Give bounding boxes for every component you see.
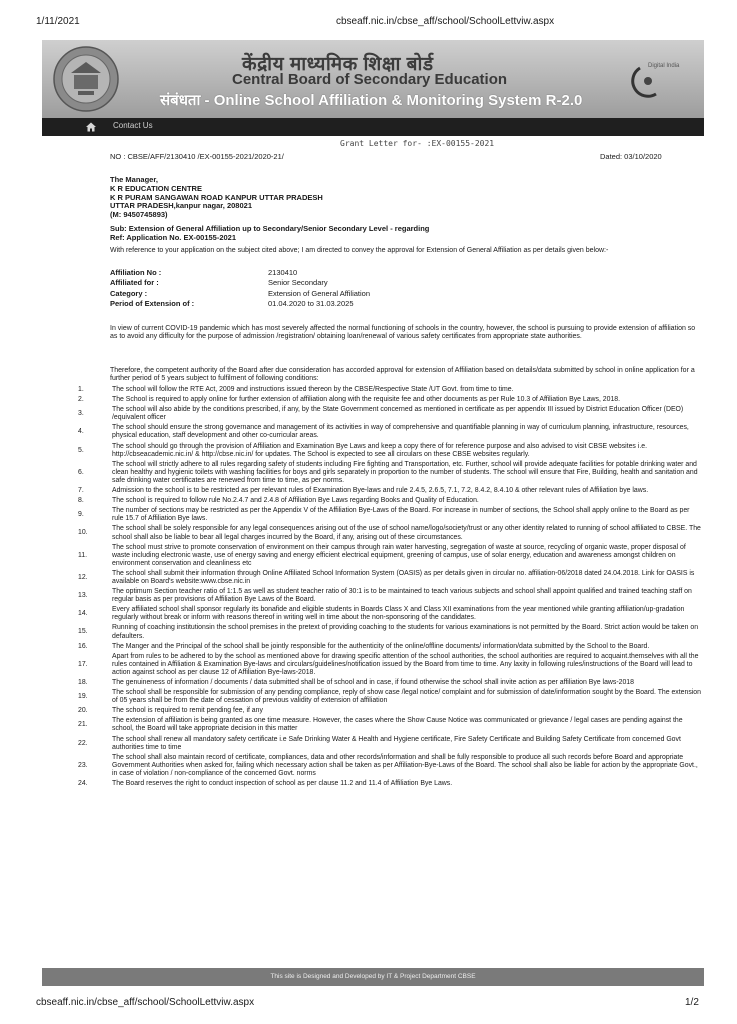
intro-paragraph: With reference to your application on the subject cited above; I am directed to convey the approval for Extension of General Affiliation as per details given below:-	[110, 247, 609, 254]
condition-number: 1.	[78, 386, 84, 393]
approval-paragraph: Therefore, the competent authority of the Board after due consideration has accorded approval for extension of Affiliation based on details/data submitted by school in online application for a further period of 5 years subject to fulfilment of following conditions:	[110, 367, 695, 383]
reference-line: Ref: Application No. EX-00155-2021	[110, 232, 237, 242]
hindi-title: केंद्रीय माध्यमिक शिक्षा बोर्ड	[242, 54, 434, 75]
condition-text: Apart from rules to be adhered to by the school as mentioned above for drawing specific attention of the school authorities, the school authorities are required to acquaint.themselves with all the rules contained in Affiliation & Examination Bye-laws and circulars/guidelines/notification issued by the Board from time to time. Any laxity in following rules/instructions of the Board will lead to action against school as per clause 12 of Affiliation Bye-laws-2018.	[112, 652, 699, 676]
condition-text: The school shall renew all mandatory safety certificate i.e Safe Drinking Water & Health and Hygiene certificate, Fire Safety Certificate and Building Safety Certificate from concerned Govt authorities time to time	[112, 735, 681, 751]
condition-item	[78, 543, 702, 569]
top-navbar	[42, 118, 704, 136]
page-number: 1/2	[685, 997, 699, 1008]
condition-item	[78, 496, 702, 506]
condition-item	[78, 405, 702, 423]
condition-number: 17.	[78, 660, 88, 668]
condition-number: 9.	[78, 511, 84, 519]
condition-number: 14.	[78, 610, 88, 618]
condition-number: 12.	[78, 573, 88, 581]
condition-item	[78, 569, 702, 587]
condition-item	[78, 460, 702, 486]
contact-us-link[interactable]: Contact Us	[113, 121, 153, 130]
condition-text: The Manger and the Principal of the school shall be jointly responsible for the authenticity of the online/offline documents/ information/data submitted by the School to the Board.	[112, 642, 650, 650]
details-row	[110, 300, 370, 310]
condition-item	[78, 423, 702, 441]
condition-text: Running of coaching institutionsin the school premises in the pretext of providing coaching to the students for various examinations is not permitted by the Board. Strict action would be taken on defaulters.	[112, 624, 699, 640]
condition-item	[78, 706, 702, 716]
subject-line: Sub: Extension of General Affiliation up to Secondary/Senior Secondary Level - regarding	[110, 224, 430, 233]
condition-text: The school shall also maintain record of certificate, compliances, data and other records/information and shall be fully responsible to produce all such records before Board and appropriate Government Authorities when asked for, failing which necessary action shall be taken as per Affiliation-Bye-Laws of the Board. The school shall also be liable for action by the appropriate Govt., in case of violation / non-compliance of the concerned Govt. norms	[112, 753, 698, 777]
condition-number: 23.	[78, 761, 88, 769]
condition-text: Admission to the school is to be restricted as per relevant rules of Examination Bye-laws and rule 2.4.5, 2.6.5, 7.1, 7.2, 8.4.2, 8.4.10 & other relevant rules of Affiliation bye laws.	[112, 487, 649, 495]
cbse-emblem-icon	[52, 45, 120, 113]
condition-text: The school will also abide by the conditions prescribed, if any, by the State Government concerned as mentioned in certificate as per appendix III issued by District Education Officer (DEO) /equivalent officer	[112, 406, 684, 422]
conditions-list	[78, 385, 702, 789]
details-value: Extension of General Affiliation	[268, 288, 371, 298]
condition-number: 22.	[78, 739, 88, 747]
condition-text: The school shall be responsible for submission of any pending compliance, reply of show case /legal notice/ complaint and for submission of date/information sought by the Board. The extension of 05 years shall be from the date of cessation of previous validity of extension of affiliation	[112, 689, 701, 705]
condition-item	[78, 735, 702, 753]
condition-number: 20.	[78, 707, 88, 715]
condition-text: The school shall submit their information through Online Affiliated School Information System (OASIS) as per details given in circular no. affiliation-06/2018 dated 24.04.2018. Link for OASIS is available on Board's website:www.cbse.nic.in	[112, 569, 695, 585]
address-line: K R EDUCATION CENTRE	[110, 183, 202, 193]
condition-number: 6.	[78, 468, 84, 476]
letter-subject	[110, 225, 429, 243]
condition-text: The school is required to follow rule No.2.4.7 and 2.4.8 of Affiliation Bye Laws regarding Books and Quality of Education.	[112, 497, 479, 505]
condition-item	[78, 524, 702, 542]
condition-item	[78, 716, 702, 734]
condition-item	[78, 486, 702, 496]
condition-number: 7.	[78, 487, 84, 495]
condition-text: The school should ensure the strong governance and management of its activities in way of comprehensive and quantifiable planning in way of curriculum planning, infrastructure, resources, physical education, staff development and other co-curricular areas.	[112, 424, 689, 440]
letter-number: NO : CBSE/AFF/2130410 /EX-00155-2021/2020-21/	[110, 152, 284, 161]
condition-number: 16.	[78, 642, 88, 650]
condition-text: The school is required to remit pending fee, if any	[112, 707, 263, 715]
condition-number: 19.	[78, 693, 88, 701]
condition-text: The School is required to apply online for further extension of affiliation along with the requisite fee and other documents as per Rule 10.3 of Affiliation Bye Laws, 2018.	[112, 396, 621, 404]
condition-text: Every affiliated school shall sponsor regularly its bonafide and eligible students in Boards Class X and Class XII examinations from the year mentioned while granting affiliation/up-gradation regularly without break or inform with reasons thereof in writing well in time about the non-sponsoring of the candidates.	[112, 606, 685, 622]
condition-item	[78, 652, 702, 678]
condition-item	[78, 779, 702, 789]
address-line: K R PURAM SANGAWAN ROAD KANPUR UTTAR PRADESH	[110, 192, 323, 202]
home-icon[interactable]	[86, 122, 96, 132]
digital-india-label: Digital India	[648, 63, 680, 69]
condition-number: 5.	[78, 446, 84, 454]
condition-number: 13.	[78, 592, 88, 600]
condition-number: 4.	[78, 428, 84, 436]
condition-text: The school will strictly adhere to all rules regarding safety of students including Fire fighting and Transportation, etc. Further, school will provide adequate facilities for potable drinking water and clean healthy and hygienic toilets with washing facilities for boys and girls separately in proportion to the number of students. The school will ensure that Fire, Building, health and sanitation and safe drinking water certificates are renewed from time to time, as per norms.	[112, 460, 698, 484]
details-value: Senior Secondary	[268, 278, 328, 288]
system-title: संबंधता - Online School Affiliation & Monitoring System R-2.0	[160, 92, 583, 109]
condition-item	[78, 605, 702, 623]
condition-text: The Board reserves the right to conduct inspection of school as per clause 11.2 and 11.4 of Affiliation Bye Laws.	[112, 780, 453, 788]
condition-text: The school should go through the provision of Affiliation and Examination Bye Laws and keep a copy there of for reference purpose and also advised to visit CBSE websites i.e. http://cbseacademic.nic.in/ & http://cbse.nic.in/ for updates. The School is expected to see all circulars on these CBSE websites regularly.	[112, 442, 647, 458]
condition-number: 3.	[78, 410, 84, 418]
condition-number: 24.	[78, 780, 88, 788]
condition-text: The school will follow the RTE Act, 2009 and instructions issued thereon by the CBSE/Respective State /UT Govt. from time to time.	[112, 386, 514, 393]
condition-text: The extension of affiliation is being granted as one time measure. However, the cases where the Show Cause Notice was communicated or grievance / legal cases are pending against the school, the Board will take appropriate decision in this matter	[112, 717, 683, 733]
print-footer-url: cbseaff.nic.in/cbse_aff/school/SchoolLettviw.aspx	[36, 997, 255, 1008]
condition-text: The school must strive to promote conservation of environment on their campus through rain water harvesting, segregation of waste at source, recycling of organic waste, proper disposal of waste including electronic waste, use of energy saving and energy efficient electrical equipment, greening of campus, use of solar energy, education and awareness amongst children on environment conservation and cleanliness etc	[112, 543, 686, 567]
address-line: (M: 9450745893)	[110, 210, 168, 220]
details-label: Period of Extension of :	[110, 299, 195, 309]
condition-text: The genuineness of information / documents / data submitted shall be of school and in case, if found otherwise the school shall invite action as per affiliation Bye laws-2018	[112, 679, 634, 686]
recipient-address	[110, 176, 323, 220]
condition-item	[78, 506, 702, 524]
condition-number: 21.	[78, 721, 88, 729]
details-label: Category :	[110, 288, 148, 298]
condition-number: 8.	[78, 497, 84, 505]
address-line: UTTAR PRADESH,kanpur nagar, 208021	[110, 201, 252, 211]
condition-item	[78, 623, 702, 641]
print-url: cbseaff.nic.in/cbse_aff/school/SchoolLettviw.aspx	[336, 16, 555, 27]
condition-number: 18.	[78, 679, 88, 686]
site-footer: This site is Designed and Developed by IT & Project Department CBSE	[42, 968, 704, 986]
condition-number: 15.	[78, 628, 88, 636]
condition-item	[78, 395, 702, 405]
header-banner	[42, 40, 704, 118]
covid-paragraph: In view of current COVID-19 pandemic which has most severely affected the normal functioning of schools in the country, however, the school is pursuing to provide extension of affiliation so as to avoid any difficulty for the purpose of admission /registration/ obtaining loan/renewal of various safety certificates from appropriate state authorities.	[110, 325, 696, 341]
details-value: 01.04.2020 to 31.03.2025	[268, 299, 354, 309]
condition-text: The optimum Section teacher ratio of 1:1.5 as well as student teacher ratio of 30:1 is to be maintained to teach various subjects and school shall appoint qualified and trained teaching staff on regular basis as per provisions of Affiliation Bye Laws of the Board.	[112, 588, 692, 604]
details-value: 2130410	[268, 268, 298, 277]
condition-number: 11.	[78, 551, 88, 559]
condition-number: 2.	[78, 396, 84, 404]
condition-text: The school shall be solely responsible for any legal consequences arising out of the use of school name/logo/society/trust or any other identity related to running of school affiliated to CBSE. The school shall also be liable to bear all legal charges incurred by the Board, if any, arising out of these circumstances.	[112, 525, 701, 541]
condition-text: The number of sections may be restricted as per the Appendix V of the Affiliation Bye-Laws of the Board. For increase in number of sections, the School shall apply online to the Board as per rule 15.7 of Affiliation Bye laws.	[112, 507, 690, 523]
condition-item	[78, 642, 702, 652]
grant-letter-stamp: Grant Letter for- :EX-00155-2021	[340, 139, 495, 148]
english-title: Central Board of Secondary Education	[232, 71, 508, 88]
condition-item	[78, 753, 702, 779]
condition-item	[78, 678, 702, 688]
condition-item	[78, 587, 702, 605]
condition-item	[78, 688, 702, 706]
condition-item	[78, 385, 702, 395]
condition-number: 10.	[78, 529, 88, 537]
address-line: The Manager,	[110, 175, 158, 184]
details-label: Affiliated for :	[110, 278, 159, 288]
affiliation-details-table	[110, 269, 370, 311]
letter-date: Dated: 03/10/2020	[600, 152, 662, 161]
details-label: Affiliation No :	[110, 268, 162, 277]
print-date: 1/11/2021	[36, 16, 80, 27]
condition-item	[78, 442, 702, 460]
